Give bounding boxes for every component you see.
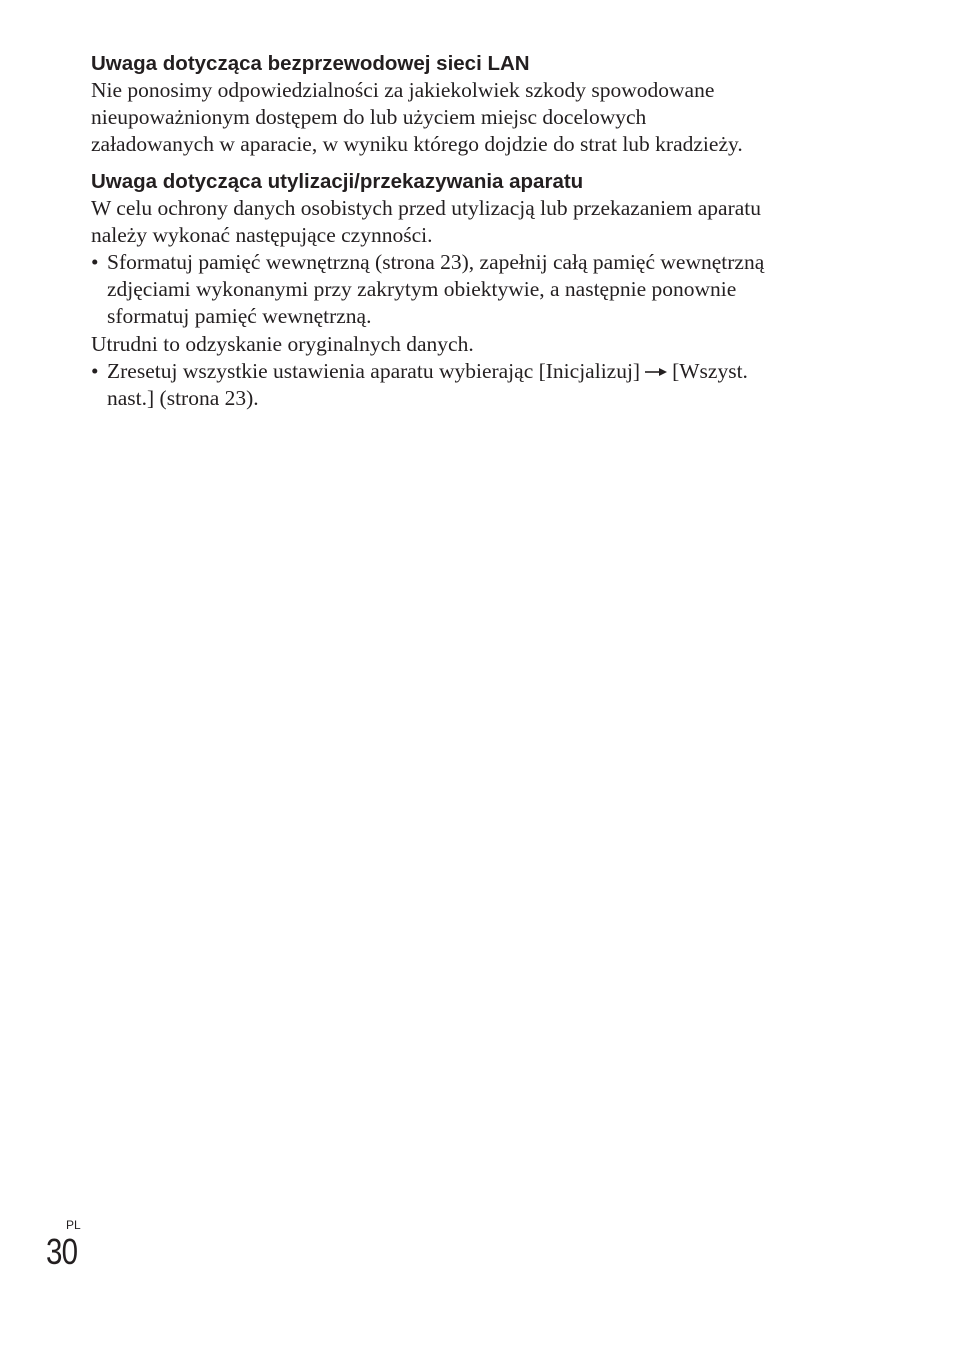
bullet-text-after-arrow: [Wszyst.	[672, 358, 748, 383]
paragraph-line: załadowanych w aparacie, w wyniku którego dojdzie do strat lub kradzieży.	[91, 132, 743, 157]
bullet-item-reset-settings	[91, 358, 861, 412]
paragraph-line: Nie ponosimy odpowiedzialności za jakiekolwiek szkody spowodowane	[91, 78, 715, 102]
section-paragraph-wireless-lan	[91, 77, 861, 159]
bullet-text-before-arrow: Zresetuj wszystkie ustawienia aparatu wybierając [Inicjalizuj]	[107, 358, 641, 383]
bullet-list-format	[91, 249, 861, 331]
page-number: 30	[46, 1231, 78, 1272]
right-arrow-icon	[644, 366, 668, 378]
section-intro-disposal	[91, 195, 861, 249]
language-code: PL	[66, 1218, 81, 1232]
bullet-line: zdjęciami wykonanymi przy zakrytym obiektywie, a następnie ponownie	[107, 277, 737, 302]
bullet-icon: •	[91, 250, 99, 275]
paragraph-line: W celu ochrony danych osobistych przed utylizacją lub przekazaniem aparatu	[91, 195, 762, 220]
bullet-line: sformatuj pamięć wewnętrzną.	[107, 304, 372, 329]
bullet-line	[107, 358, 861, 385]
bullet-icon: •	[91, 358, 99, 383]
paragraph-line: Utrudni to odzyskanie oryginalnych danych.	[91, 331, 474, 356]
paragraph-line: nieupoważnionym dostępem do lub użyciem miejsc docelowych	[91, 105, 647, 130]
section-spacer	[91, 159, 861, 168]
bullet-item-format-memory	[91, 249, 861, 331]
bullet-line: Sformatuj pamięć wewnętrzną (strona 23), zapełnij całą pamięć wewnętrzną	[107, 250, 765, 275]
page-content	[91, 50, 861, 412]
section-heading-wireless-lan: Uwaga dotycząca bezprzewodowej sieci LAN	[91, 52, 530, 75]
bullet-list-reset	[91, 358, 861, 412]
bullet-line: nast.] (strona 23).	[107, 386, 259, 411]
paragraph-recovery-note	[91, 331, 861, 358]
paragraph-line: należy wykonać następujące czynności.	[91, 222, 433, 247]
section-heading-disposal: Uwaga dotycząca utylizacji/przekazywania aparatu	[91, 169, 584, 193]
